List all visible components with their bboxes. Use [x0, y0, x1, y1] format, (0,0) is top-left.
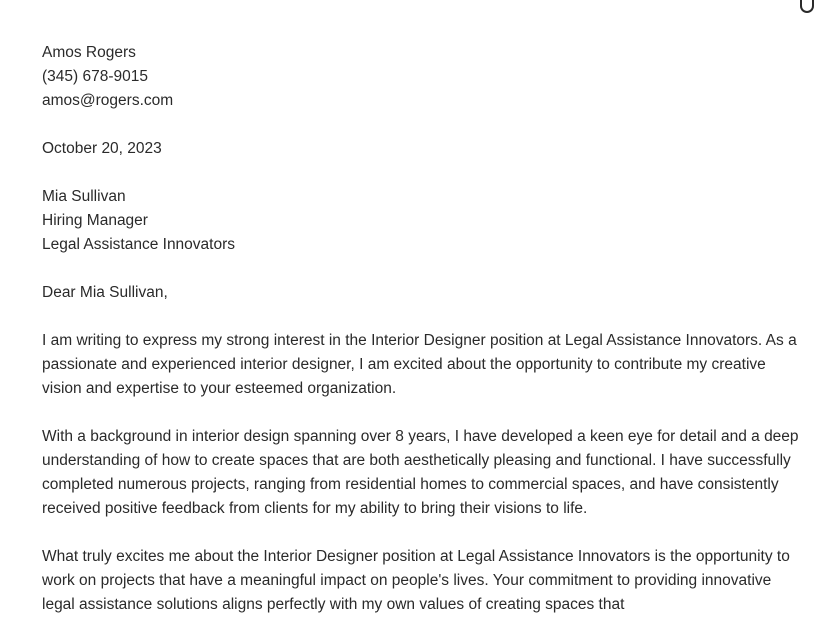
- cropped-shape-icon: [800, 0, 814, 13]
- spacer: [42, 113, 802, 137]
- body-paragraph-2: With a background in interior design spanning over 8 years, I have developed a keen eye for detail and a deep understanding of how to create spaces that are both aesthetically pleasing and functional. I have successfully completed numerous projects, ranging from residential homes to commercial spaces, and have consistently received positive feedback from clients for my ability to bring their visions to life.: [42, 428, 799, 517]
- salutation: Dear Mia Sullivan,: [42, 284, 168, 301]
- cover-letter: [42, 41, 802, 641]
- body-paragraph-3: What truly excites me about the Interior Designer position at Legal Assistance Innovators is the opportunity to work on projects that have a meaningful impact on people's lives. Your commitment to providing innovative legal assistance solutions aligns perfectly with my own values of creating spaces that: [42, 548, 790, 613]
- spacer: [42, 161, 802, 185]
- body-paragraph-1: I am writing to express my strong interest in the Interior Designer position at Legal Assistance Innovators. As a passionate and experienced interior designer, I am excited about the opportunity to contribute my creative vision and expertise to your esteemed organization.: [42, 332, 797, 397]
- recipient-title: Hiring Manager: [42, 212, 148, 229]
- sender-email: amos@rogers.com: [42, 92, 174, 109]
- spacer: [42, 257, 802, 281]
- recipient-company: Legal Assistance Innovators: [42, 236, 236, 253]
- letter-date: October 20, 2023: [42, 140, 162, 157]
- recipient-name: Mia Sullivan: [42, 188, 126, 205]
- sender-phone: (345) 678-9015: [42, 68, 148, 85]
- sender-name: Amos Rogers: [42, 44, 136, 61]
- spacer: [42, 305, 802, 329]
